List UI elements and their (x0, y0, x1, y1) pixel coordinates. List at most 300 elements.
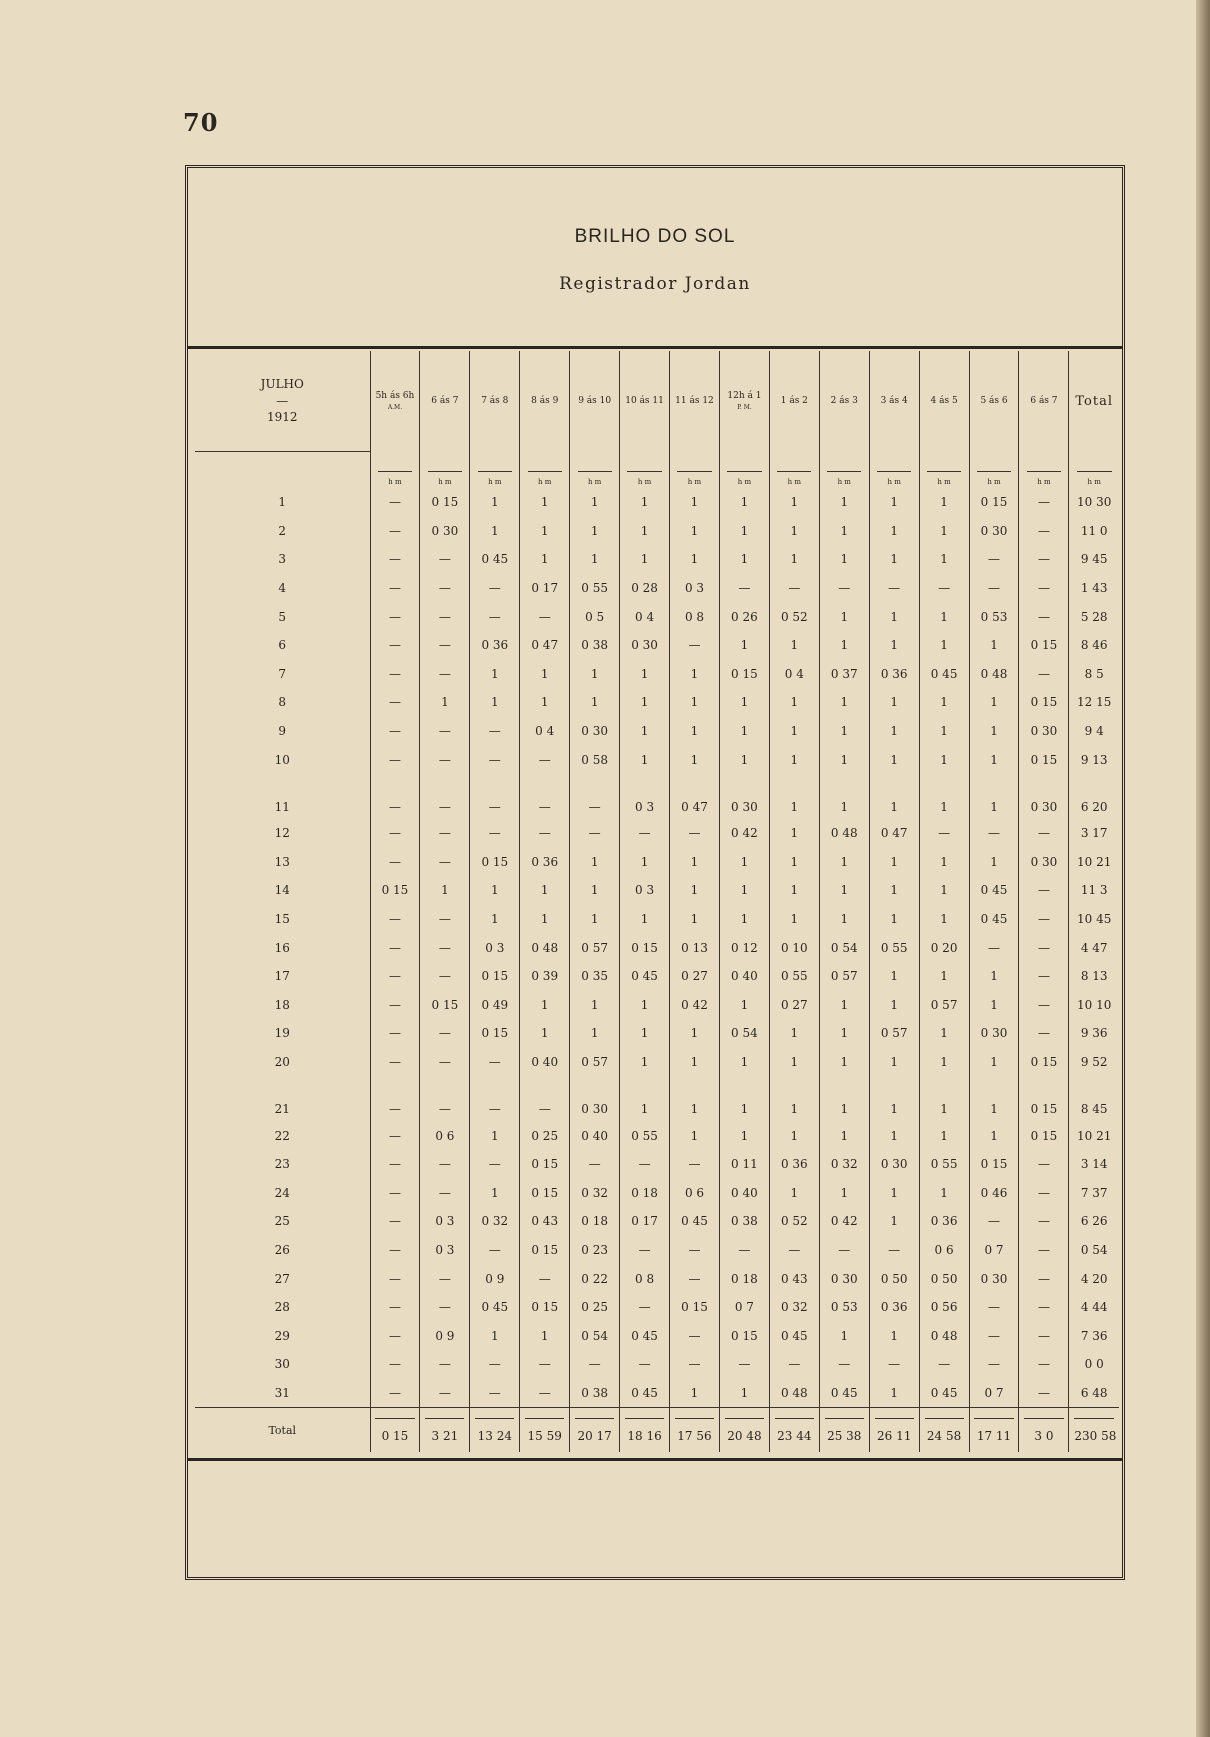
hour-cell: 0 39 (520, 962, 570, 991)
hour-column-header (869, 351, 919, 452)
hour-cell: — (670, 819, 720, 848)
table-row (195, 1150, 1119, 1179)
hour-cell: 1 (719, 1379, 769, 1408)
table-row (195, 602, 1119, 631)
hour-cell: 1 (670, 660, 720, 689)
hour-cell: 1 (670, 1048, 720, 1077)
hour-cell: 1 (919, 876, 969, 905)
hour-cell: 0 15 (670, 1293, 720, 1322)
table-row (195, 660, 1119, 689)
hour-cell: 1 (919, 545, 969, 574)
hour-cell: — (1019, 488, 1069, 517)
hour-cell: — (1019, 991, 1069, 1020)
hour-cell: 1 (620, 905, 670, 934)
hour-cell: — (370, 1048, 420, 1077)
total-cell (620, 1408, 670, 1453)
hour-cell: 0 7 (719, 1293, 769, 1322)
hour-cell: 1 (869, 1178, 919, 1207)
day-cell: 31 (274, 1385, 290, 1400)
hour-cell: 0 45 (620, 962, 670, 991)
hour-cell: 1 (869, 688, 919, 717)
total-value: 20 48 (725, 1418, 764, 1443)
hour-cell: — (370, 545, 420, 574)
hour-cell: — (370, 991, 420, 1020)
hour-cell: — (370, 1350, 420, 1379)
hour-cell: — (370, 1293, 420, 1322)
hour-cell: 0 15 (969, 488, 1019, 517)
unit-label: h m (428, 471, 462, 486)
hour-cell: 0 43 (769, 1264, 819, 1293)
hour-cell: — (470, 745, 520, 774)
hour-cell: 1 (719, 488, 769, 517)
hour-cell: 1 (470, 688, 520, 717)
hour-cell: 0 56 (919, 1293, 969, 1322)
hour-cell: — (420, 819, 470, 848)
hour-cell: 1 (420, 688, 470, 717)
hour-cell: — (370, 1321, 420, 1350)
hour-cell: 0 26 (719, 602, 769, 631)
day-cell: 30 (274, 1357, 290, 1372)
hour-cell: — (370, 1207, 420, 1236)
hour-cell: 1 (769, 1048, 819, 1077)
day-cell: 6 (278, 638, 287, 653)
hour-cell: — (370, 488, 420, 517)
hour-cell: 1 (670, 517, 720, 546)
hour-cell: — (919, 574, 969, 603)
row-total-cell: 6 26 (1069, 1207, 1119, 1236)
hour-cell: — (819, 1350, 869, 1379)
hour-cell: 0 30 (570, 717, 620, 746)
hour-cell: 1 (919, 717, 969, 746)
day-cell: 13 (274, 854, 290, 869)
totals-row (195, 1408, 1119, 1453)
hour-cell: 0 15 (520, 1236, 570, 1265)
table-row (195, 1350, 1119, 1379)
hour-cell: — (470, 1150, 520, 1179)
hour-cell: 1 (769, 1178, 819, 1207)
total-cell (520, 1408, 570, 1453)
hour-cell: 1 (869, 745, 919, 774)
hour-cell: 0 10 (769, 933, 819, 962)
hour-cell: 1 (969, 848, 1019, 877)
units-cell (670, 452, 720, 489)
row-total-cell: 4 44 (1069, 1293, 1119, 1322)
hour-cell: — (1019, 602, 1069, 631)
hour-cell: 0 58 (570, 745, 620, 774)
hour-cell: — (969, 1350, 1019, 1379)
total-value: 23 44 (775, 1418, 814, 1443)
hour-cell: 0 48 (819, 819, 869, 848)
hour-cell: — (670, 1350, 720, 1379)
hour-cell: 0 3 (620, 876, 670, 905)
hour-cell: — (370, 1236, 420, 1265)
hour-cell: 0 15 (420, 991, 470, 1020)
hour-cell: — (370, 1150, 420, 1179)
row-total-cell: 6 48 (1069, 1379, 1119, 1408)
hour-cell: 1 (969, 774, 1019, 819)
row-total-cell: 4 47 (1069, 933, 1119, 962)
hour-cell: — (420, 717, 470, 746)
hour-cell: 0 42 (819, 1207, 869, 1236)
hour-cell: 0 30 (969, 1264, 1019, 1293)
hour-cell: — (370, 1264, 420, 1293)
hour-cell: — (370, 745, 420, 774)
hour-column-header (769, 351, 819, 452)
hour-cell: 1 (719, 688, 769, 717)
hour-cell: 1 (520, 488, 570, 517)
hour-cell: — (420, 1019, 470, 1048)
hour-cell: 0 15 (420, 488, 470, 517)
hour-cell: — (520, 745, 570, 774)
hour-cell: 1 (520, 545, 570, 574)
unit-label: h m (977, 471, 1011, 486)
hour-cell: 0 54 (570, 1321, 620, 1350)
hour-cell: 1 (869, 717, 919, 746)
hour-cell: 1 (520, 1321, 570, 1350)
hour-cell: 1 (570, 660, 620, 689)
table-row (195, 745, 1119, 774)
hour-cell: — (420, 545, 470, 574)
hour-cell: 0 45 (670, 1207, 720, 1236)
hour-cell: 0 8 (670, 602, 720, 631)
column-label: 8 ás 9 (531, 396, 559, 407)
hour-cell: 0 15 (520, 1150, 570, 1179)
hour-cell: 0 38 (570, 1379, 620, 1408)
day-cell: 24 (274, 1185, 290, 1200)
hour-cell: 1 (620, 745, 670, 774)
hour-cell: 1 (819, 1048, 869, 1077)
total-value: 20 17 (575, 1418, 614, 1443)
hour-cell: 1 (719, 1048, 769, 1077)
hour-cell: 1 (969, 1121, 1019, 1150)
hour-cell: 1 (670, 848, 720, 877)
hour-cell: 1 (819, 1178, 869, 1207)
hour-cell: 1 (570, 517, 620, 546)
hour-cell: 1 (919, 774, 969, 819)
column-label: 10 ás 11 (625, 396, 664, 407)
hour-cell: 1 (670, 905, 720, 934)
total-value: 3 21 (425, 1418, 464, 1443)
hour-cell: 0 30 (1019, 717, 1069, 746)
hour-cell: 1 (869, 962, 919, 991)
hour-cell: 0 46 (969, 1178, 1019, 1207)
hour-cell: 1 (869, 876, 919, 905)
hour-cell: — (1019, 876, 1069, 905)
hour-cell: 1 (969, 745, 1019, 774)
hour-cell: — (420, 1178, 470, 1207)
column-label: 6 ás 7 (431, 396, 459, 407)
row-total-cell: 7 36 (1069, 1321, 1119, 1350)
hour-cell: 1 (570, 905, 620, 934)
hour-cell: — (370, 517, 420, 546)
hour-cell: 1 (969, 717, 1019, 746)
hour-cell: 0 18 (620, 1178, 670, 1207)
hour-cell: 0 37 (819, 660, 869, 689)
day-cell: 28 (274, 1300, 290, 1315)
hour-cell: 1 (819, 1019, 869, 1048)
units-cell (570, 452, 620, 489)
hour-cell: — (819, 574, 869, 603)
hour-cell: 1 (570, 545, 620, 574)
day-cell: 20 (274, 1054, 290, 1069)
hour-cell: 1 (719, 631, 769, 660)
hour-cell: 0 38 (719, 1207, 769, 1236)
hour-cell: 1 (819, 688, 869, 717)
hour-cell: 0 45 (620, 1379, 670, 1408)
column-label: 4 ás 5 (930, 396, 958, 407)
table-row (195, 688, 1119, 717)
unit-label: h m (627, 471, 661, 486)
total-cell (670, 1408, 720, 1453)
hour-cell: 0 7 (969, 1236, 1019, 1265)
hour-cell: — (420, 1293, 470, 1322)
hour-cell: 1 (670, 1019, 720, 1048)
hour-cell: 0 45 (919, 660, 969, 689)
hour-cell: 1 (570, 1019, 620, 1048)
hour-cell: — (1019, 1207, 1069, 1236)
hour-cell: 0 43 (520, 1207, 570, 1236)
row-total-cell: 9 45 (1069, 545, 1119, 574)
day-cell: 10 (274, 752, 290, 767)
hour-cell: 0 54 (819, 933, 869, 962)
hour-cell: 0 32 (470, 1207, 520, 1236)
hour-cell: 0 36 (520, 848, 570, 877)
hour-cell: — (1019, 1321, 1069, 1350)
table-row (195, 774, 1119, 819)
hour-cell: 0 47 (520, 631, 570, 660)
table-row (195, 991, 1119, 1020)
hour-cell: 0 52 (769, 602, 819, 631)
hour-cell: 1 (769, 1121, 819, 1150)
hour-cell: 0 3 (470, 933, 520, 962)
hour-cell: — (1019, 1264, 1069, 1293)
hour-cell: 1 (869, 1207, 919, 1236)
hour-cell: 1 (819, 717, 869, 746)
hour-cell: 0 45 (969, 905, 1019, 934)
table-row (195, 488, 1119, 517)
hour-cell: 0 40 (719, 1178, 769, 1207)
hour-cell: 0 18 (570, 1207, 620, 1236)
month-dash: — (276, 393, 289, 408)
hour-cell: 0 42 (670, 991, 720, 1020)
units-cell (769, 452, 819, 489)
hour-cell: 1 (919, 745, 969, 774)
hour-cell: — (620, 1350, 670, 1379)
total-value: 24 58 (925, 1418, 964, 1443)
day-cell: 8 (278, 695, 287, 710)
table-row (195, 876, 1119, 905)
hour-cell: — (1019, 905, 1069, 934)
hour-cell: — (1019, 962, 1069, 991)
row-total-cell: 8 13 (1069, 962, 1119, 991)
hour-cell: 1 (570, 991, 620, 1020)
day-cell: 11 (274, 799, 290, 814)
row-total-cell: 1 43 (1069, 574, 1119, 603)
column-label: 7 ás 8 (481, 396, 509, 407)
column-label: Total (1075, 393, 1114, 409)
hour-cell: 1 (819, 488, 869, 517)
hour-column-header (420, 351, 470, 452)
table-row (195, 962, 1119, 991)
hour-cell: 0 30 (969, 517, 1019, 546)
hour-cell: 1 (719, 1076, 769, 1121)
row-total-cell: 9 13 (1069, 745, 1119, 774)
row-total-cell: 6 20 (1069, 774, 1119, 819)
hour-cell: 0 45 (819, 1379, 869, 1408)
day-cell: 19 (274, 1026, 290, 1041)
hour-cell: 1 (819, 991, 869, 1020)
column-label: 3 ás 4 (880, 396, 908, 407)
hour-cell: — (470, 717, 520, 746)
hour-cell: — (719, 1236, 769, 1265)
hour-cell: — (420, 660, 470, 689)
hour-cell: 1 (470, 905, 520, 934)
unit-label: h m (1027, 471, 1061, 486)
table-row (195, 1321, 1119, 1350)
hour-cell: 0 25 (570, 1293, 620, 1322)
hour-cell: 0 30 (869, 1150, 919, 1179)
hour-cell: 1 (769, 774, 819, 819)
hour-cell: 1 (919, 1019, 969, 1048)
hour-cell: 1 (719, 745, 769, 774)
hour-cell: 1 (819, 876, 869, 905)
table-row (195, 631, 1119, 660)
hour-cell: — (370, 602, 420, 631)
hour-cell: — (420, 574, 470, 603)
hour-cell: 0 6 (420, 1121, 470, 1150)
hour-cell: 0 32 (769, 1293, 819, 1322)
hour-cell: 0 15 (1019, 1048, 1069, 1077)
row-total-cell: 9 4 (1069, 717, 1119, 746)
hour-cell: 0 48 (969, 660, 1019, 689)
hour-column-header (1019, 351, 1069, 452)
table-row (195, 933, 1119, 962)
hour-column-header (670, 351, 720, 452)
hour-cell: 0 42 (719, 819, 769, 848)
row-total-cell: 9 36 (1069, 1019, 1119, 1048)
hour-cell: 1 (869, 1379, 919, 1408)
units-cell (819, 452, 869, 489)
hour-cell: 1 (670, 717, 720, 746)
total-value: 26 11 (875, 1418, 914, 1443)
hour-cell: — (1019, 660, 1069, 689)
hour-column-header (370, 351, 420, 452)
hour-cell: 1 (570, 488, 620, 517)
hour-cell: 0 49 (470, 991, 520, 1020)
hour-cell: 0 15 (1019, 1076, 1069, 1121)
day-cell: 14 (274, 883, 290, 898)
table-row (195, 717, 1119, 746)
hour-cell: 1 (769, 1076, 819, 1121)
hour-cell: 1 (869, 905, 919, 934)
hour-cell: — (520, 774, 570, 819)
unit-label: h m (827, 471, 861, 486)
hour-cell: 1 (869, 774, 919, 819)
table-row (195, 848, 1119, 877)
hour-cell: 1 (420, 876, 470, 905)
hour-cell: 1 (470, 517, 520, 546)
hour-cell: — (370, 688, 420, 717)
hour-cell: 0 22 (570, 1264, 620, 1293)
hour-cell: — (869, 574, 919, 603)
hour-cell: 1 (520, 905, 570, 934)
total-value: 25 38 (825, 1418, 864, 1443)
hour-cell: 1 (969, 1048, 1019, 1077)
hour-cell: 1 (819, 848, 869, 877)
hour-cell: 1 (919, 1178, 969, 1207)
hour-cell: — (420, 848, 470, 877)
hour-cell: 0 9 (420, 1321, 470, 1350)
hour-cell: 0 36 (919, 1207, 969, 1236)
total-cell (919, 1408, 969, 1453)
month-header (195, 351, 370, 452)
hour-cell: 1 (620, 991, 670, 1020)
hour-cell: 1 (919, 517, 969, 546)
table-row (195, 1264, 1119, 1293)
hour-cell: 0 15 (520, 1178, 570, 1207)
hour-cell: 0 57 (819, 962, 869, 991)
column-label: 5 ás 6 (980, 396, 1008, 407)
hour-cell: 1 (620, 717, 670, 746)
hour-cell: 0 6 (919, 1236, 969, 1265)
hour-cell: — (869, 1236, 919, 1265)
hour-cell: 0 15 (520, 1293, 570, 1322)
hour-cell: 1 (769, 631, 819, 660)
hour-cell: 0 36 (869, 660, 919, 689)
hour-cell: — (420, 1048, 470, 1077)
table-row (195, 1121, 1119, 1150)
hour-cell: 0 8 (620, 1264, 670, 1293)
hour-cell: 1 (869, 848, 919, 877)
hour-cell: 0 17 (620, 1207, 670, 1236)
day-cell: 22 (274, 1128, 290, 1143)
hour-cell: 0 7 (969, 1379, 1019, 1408)
hour-cell: 1 (670, 876, 720, 905)
unit-label: h m (378, 471, 412, 486)
hour-cell: — (420, 1150, 470, 1179)
hour-cell: 0 27 (769, 991, 819, 1020)
hour-cell: — (470, 1236, 520, 1265)
table-row (195, 1207, 1119, 1236)
hour-cell: — (520, 819, 570, 848)
hour-cell: 1 (719, 905, 769, 934)
hour-cell: — (470, 574, 520, 603)
hour-cell: 1 (670, 545, 720, 574)
hour-cell: — (470, 1048, 520, 1077)
sunshine-table (195, 351, 1119, 1452)
hour-cell: 0 15 (470, 962, 520, 991)
hour-cell: 0 15 (969, 1150, 1019, 1179)
hour-cell: 1 (969, 631, 1019, 660)
hour-cell: — (969, 574, 1019, 603)
unit-label: h m (877, 471, 911, 486)
hour-cell: — (420, 631, 470, 660)
hour-cell: 0 55 (869, 933, 919, 962)
hour-cell: 0 15 (470, 848, 520, 877)
hour-cell: — (370, 848, 420, 877)
hour-cell: — (470, 1350, 520, 1379)
hour-cell: — (969, 933, 1019, 962)
hour-cell: 1 (869, 631, 919, 660)
hour-cell: 0 45 (470, 545, 520, 574)
hour-cell: 1 (769, 1019, 819, 1048)
hour-cell: — (420, 933, 470, 962)
day-cell: 15 (274, 912, 290, 927)
day-cell: 2 (278, 523, 287, 538)
hour-cell: 1 (670, 745, 720, 774)
hour-cell: — (1019, 545, 1069, 574)
units-cell (969, 452, 1019, 489)
